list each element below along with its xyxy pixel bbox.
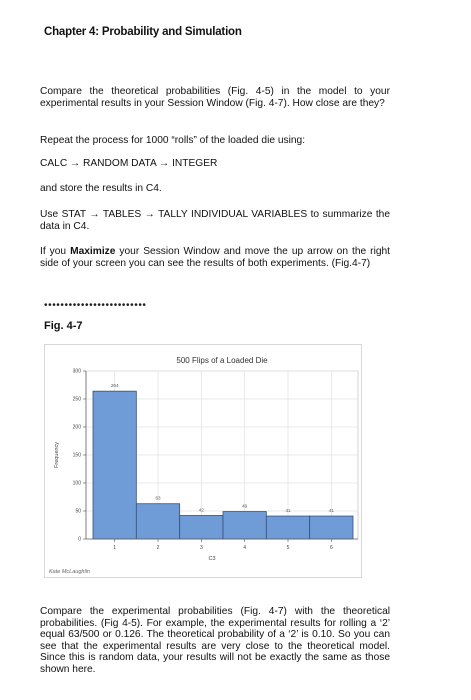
data-label-4: 49 [242, 503, 248, 509]
y-tick-label-3: 150 [72, 452, 81, 459]
bar-6 [310, 516, 353, 539]
bar-2 [136, 504, 179, 539]
menu-path-calc: CALC → RANDOM DATA → INTEGER [40, 158, 218, 169]
maximize-bold: Maximize [70, 246, 116, 257]
paragraph-compare-experimental: Compare the experimental probabilities (Fig. 4-7) with the theoretical probabilities. (Fig 4-5). For example, the experimental results for rolling a ‘2’ equal 63/500 or 0.126. The theoretical probability of a ‘2’ is 0.10. So you can see that the experimental results are very close to the theoretical model. Since this is random data, your results will not be exactly the same as those shown here. [40, 606, 390, 675]
dotted-separator: ••••••••••••••••••••••••• [44, 300, 147, 311]
data-label-1: 264 [110, 383, 119, 389]
data-label-2: 63 [155, 495, 161, 501]
bar-5 [266, 516, 309, 539]
author-credit: Kate McLaughlin [49, 569, 90, 575]
bar-3 [180, 515, 223, 539]
y-tick-label-5: 250 [72, 396, 81, 403]
y-tick-label-4: 200 [72, 424, 81, 431]
data-label-6: 41 [328, 508, 334, 514]
data-label-3: 42 [198, 507, 204, 513]
x-tick-label-0: 1 [113, 545, 117, 551]
x-tick-label-3: 4 [243, 545, 247, 551]
x-tick-label-1: 2 [156, 545, 160, 551]
maximize-post: your Session Window and move the up arrow on the right side of your screen you can see the results of both experiments. (Fig.4-7) [40, 246, 390, 269]
paragraph-repeat-process: Repeat the process for 1000 “rolls” of the loaded die using: [40, 135, 306, 146]
figure-label: Fig. 4-7 [44, 320, 83, 332]
x-tick-label-2: 3 [199, 545, 203, 551]
y-tick-label-1: 50 [75, 508, 81, 515]
x-axis-label: C3 [208, 556, 216, 562]
paragraph-compare-theoretical: Compare the theoretical probabilities (Fig. 4-5) in the model to your experimental results in your Session Window (Fig. 4-7). How close are they? [40, 86, 390, 109]
maximize-pre: If you [40, 246, 71, 257]
paragraph-store-results: and store the results in C4. [40, 183, 162, 194]
y-tick-label-6: 300 [72, 368, 81, 375]
chart-title: 500 Flips of a Loaded Die [176, 356, 268, 365]
bar-1 [93, 391, 136, 539]
histogram-chart [44, 344, 362, 578]
chart-svg [45, 345, 361, 577]
x-tick-label-4: 5 [286, 545, 290, 551]
chapter-title: Chapter 4: Probability and Simulation [44, 26, 242, 38]
data-label-5: 41 [285, 508, 291, 514]
paragraph-use-stat: Use STAT → TABLES → TALLY INDIVIDUAL VARIABLES to summarize the data in C4. [40, 209, 390, 232]
y-tick-label-0: 0 [78, 536, 81, 543]
y-axis-label: Frequency [54, 442, 60, 468]
x-tick-label-5: 6 [329, 545, 333, 551]
bar-4 [223, 512, 266, 539]
paragraph-maximize [40, 246, 390, 269]
y-tick-label-2: 100 [72, 480, 81, 487]
